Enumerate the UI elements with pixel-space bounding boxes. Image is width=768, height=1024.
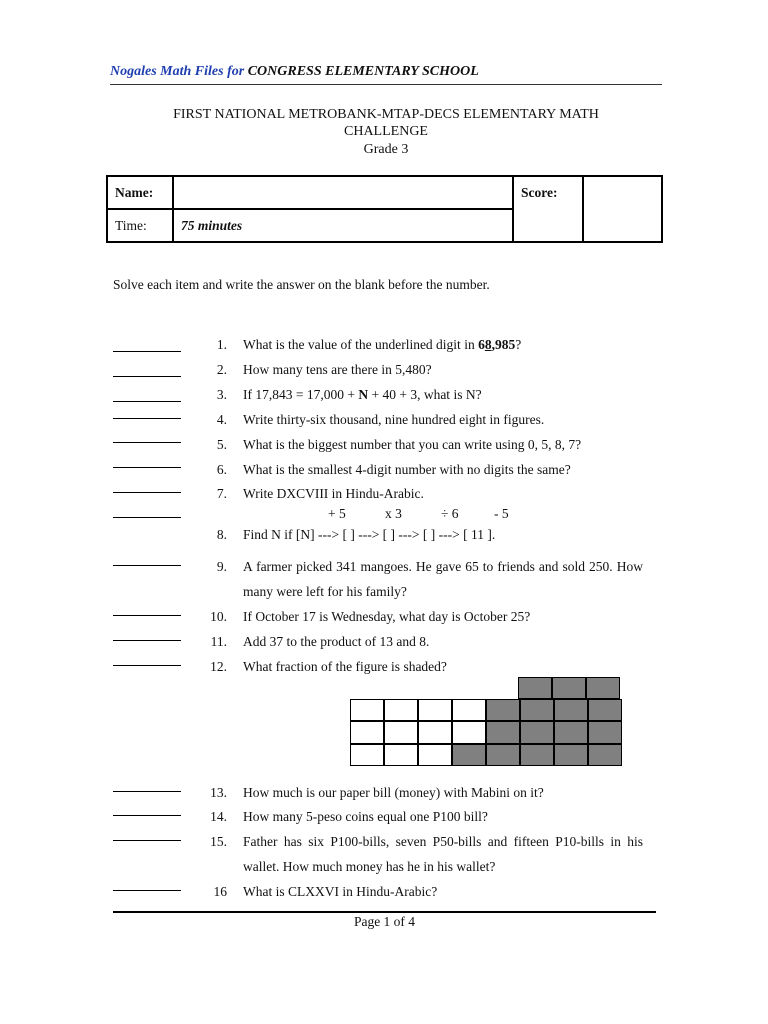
question-1-bold-number: 68,985 xyxy=(478,337,516,352)
question-number: 4. xyxy=(216,412,227,427)
unshaded-cell xyxy=(418,721,452,744)
question-6-text: What is the smallest 4-digit number with no digits the same? xyxy=(243,462,571,477)
unshaded-cell xyxy=(350,699,384,721)
answer-blank-7[interactable] xyxy=(113,492,181,493)
shaded-cell xyxy=(520,699,554,721)
question-number: 7. xyxy=(216,486,227,501)
question-number: 15. xyxy=(210,834,227,849)
operation-label: x 3 xyxy=(385,506,402,521)
question-14-text: How many 5-peso coins equal one P100 bill? xyxy=(243,809,488,824)
answer-blank-14[interactable] xyxy=(113,815,181,816)
question-4-text: Write thirty-six thousand, nine hundred eight in figures. xyxy=(243,412,545,427)
unshaded-cell xyxy=(418,744,452,766)
unshaded-cell xyxy=(452,699,486,721)
answer-blank-5[interactable] xyxy=(113,442,181,443)
answer-blank-1[interactable] xyxy=(113,351,181,352)
shaded-cell xyxy=(552,677,586,699)
score-field[interactable] xyxy=(583,176,662,242)
header-files-label: Nogales Math Files for xyxy=(110,64,245,79)
answer-blank-4[interactable] xyxy=(113,418,181,419)
question-8-text: Find N if [N] ---> [ ] ---> [ ] ---> [ ] ---> [ 11 ]. xyxy=(243,527,496,542)
question-7-text: Write DXCVIII in Hindu-Arabic. xyxy=(243,486,424,501)
question-12-text: What fraction of the figure is shaded? xyxy=(243,659,447,674)
shaded-cell xyxy=(554,744,588,766)
operation-label: - 5 xyxy=(494,506,509,521)
time-value: 75 minutes xyxy=(173,209,513,242)
question-number: 13. xyxy=(210,785,227,800)
answer-blank-3[interactable] xyxy=(113,401,181,402)
document-header xyxy=(110,64,479,80)
underlined-digit: 8 xyxy=(484,337,492,352)
unshaded-cell xyxy=(384,744,418,766)
answer-blank-13[interactable] xyxy=(113,791,181,792)
question-16-text: What is CLXXVI in Hindu-Arabic? xyxy=(243,884,438,899)
answer-blank-11[interactable] xyxy=(113,640,181,641)
question-5-text: What is the biggest number that you can write using 0, 5, 8, 7? xyxy=(243,437,582,452)
answer-blank-15[interactable] xyxy=(113,840,181,841)
name-field[interactable] xyxy=(173,176,513,209)
shaded-cell xyxy=(518,677,552,699)
question-number: 14. xyxy=(210,809,227,824)
question-number: 16 xyxy=(213,884,227,899)
header-rule xyxy=(110,84,662,85)
operation-label: ÷ 6 xyxy=(441,506,459,521)
grade-label: Grade 3 xyxy=(363,142,409,157)
question-number: 3. xyxy=(216,387,227,402)
shaded-cell xyxy=(554,721,588,744)
shaded-cell xyxy=(588,699,622,721)
score-label: Score: xyxy=(513,176,583,242)
unshaded-cell xyxy=(384,721,418,744)
question-10-text: If October 17 is Wednesday, what day is October 25? xyxy=(243,609,531,624)
shaded-cell xyxy=(588,721,622,744)
question-number: 5. xyxy=(216,437,227,452)
answer-blank-9[interactable] xyxy=(113,565,181,566)
unshaded-cell xyxy=(418,699,452,721)
unshaded-cell xyxy=(350,744,384,766)
shaded-cell xyxy=(486,744,520,766)
question-11-text: Add 37 to the product of 13 and 8. xyxy=(243,634,430,649)
question-number: 8. xyxy=(216,527,227,542)
question-number: 9. xyxy=(216,559,227,574)
question-1-text: What is the value of the underlined digit in 68,985? xyxy=(243,337,522,352)
shaded-cell xyxy=(486,721,520,744)
shaded-cell xyxy=(452,744,486,766)
question-number: 12. xyxy=(210,659,227,674)
shaded-cell xyxy=(520,744,554,766)
shaded-cell xyxy=(486,699,520,721)
title-line-1: FIRST NATIONAL METROBANK-MTAP-DECS ELEMENTARY MATH xyxy=(173,107,599,122)
footer-rule xyxy=(113,911,656,913)
shaded-cell xyxy=(588,744,622,766)
shaded-cell xyxy=(520,721,554,744)
answer-blank-10[interactable] xyxy=(113,615,181,616)
question-3-text: If 17,843 = 17,000 + N + 40 + 3, what is N? xyxy=(243,387,482,402)
question-number: 6. xyxy=(216,462,227,477)
time-label: Time: xyxy=(107,209,173,242)
unshaded-cell xyxy=(384,699,418,721)
info-table xyxy=(106,175,663,243)
unshaded-cell xyxy=(452,721,486,744)
header-school: CONGRESS ELEMENTARY SCHOOL xyxy=(247,64,479,79)
question-2-text: How many tens are there in 5,480? xyxy=(243,362,432,377)
answer-blank-8[interactable] xyxy=(113,517,181,518)
instructions: Solve each item and write the answer on the blank before the number. xyxy=(113,277,490,292)
question-9-text: A farmer picked 341 mangoes. He gave 65 to friends and sold 250. How many were left for his family? xyxy=(243,559,643,599)
shaded-cell xyxy=(586,677,620,699)
question-1-text-pre: What is the value of the underlined digit in xyxy=(243,337,479,352)
title-line-2: CHALLENGE xyxy=(344,124,428,139)
answer-blank-16[interactable] xyxy=(113,890,181,891)
name-label: Name: xyxy=(107,176,173,209)
answer-blank-12[interactable] xyxy=(113,665,181,666)
bold-variable: N xyxy=(358,387,369,402)
page-number: Page 1 of 4 xyxy=(353,914,416,929)
question-13-text: How much is our paper bill (money) with Mabini on it? xyxy=(243,785,544,800)
answer-blank-2[interactable] xyxy=(113,376,181,377)
unshaded-cell xyxy=(350,721,384,744)
operation-label: + 5 xyxy=(328,506,346,521)
question-number: 2. xyxy=(216,362,227,377)
question-number: 10. xyxy=(210,609,227,624)
question-number: 1. xyxy=(216,337,227,352)
question-15-text: Father has six P100-bills, seven P50-bills and fifteen P10-bills in his wallet. How much money has he in his wallet? xyxy=(243,834,643,874)
shaded-cell xyxy=(554,699,588,721)
answer-blank-6[interactable] xyxy=(113,467,181,468)
question-number: 11. xyxy=(210,634,227,649)
